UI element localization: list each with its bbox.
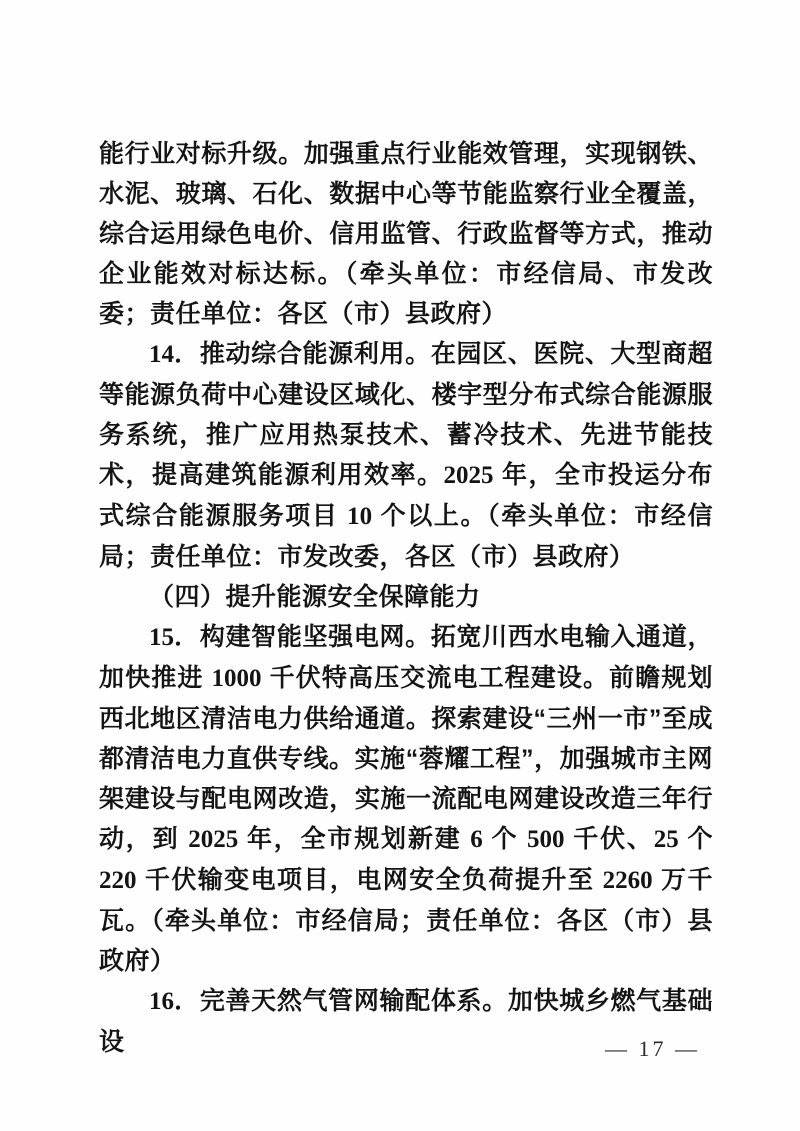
document-content (99, 134, 713, 1062)
paragraph-13-continuation: 能行业对标升级。加强重点行业能效管理，实现钢铁、水泥、玻璃、石化、数据中心等节能监察行业全覆盖，综合运用绿色电价、信用监管、行政监督等方式，推动企业能效对标达标。（牵头单位：市经信局、市发改委；责任单位：各区（市）县政府） (99, 140, 713, 328)
page-number: — 17 — (605, 1036, 700, 1061)
paragraph-item-14: 14．推动综合能源利用。在园区、医院、大型商超等能源负荷中心建设区域化、楼宇型分布式综合能源服务系统，推广应用热泵技术、蓄冷技术、先进节能技术，提高建筑能源利用效率。2025 年，全市投运分布式综合能源服务项目 10 个以上。（牵头单位：市经信局；责任单位：市发改委，各区（市）县政府） (99, 340, 713, 571)
paragraph-item-15: 15．构建智能坚强电网。拓宽川西水电输入通道，加快推进 1000 千伏特高压交流电工程建设。前瞻规划西北地区清洁电力供给通道。探索建设“三州一市”至成都清洁电力直供专线。实施“蓉耀工程”，加强城市主网架建设与配电网改造，实施一流配电网建设改造三年行动，到 2025 年，全市规划新建 6 个 500 千伏、25 个 220 千伏输变电项目，电网安全负荷提升至 2260 万千瓦。（牵头单位：市经信局；责任单位：各区（市）县政府） (99, 623, 713, 975)
section-heading-4: （四）提升能源安全保障能力 (149, 583, 481, 611)
paragraph-item-16: 16．完善天然气管网输配体系。加快城乡燃气基础设 (99, 987, 713, 1056)
